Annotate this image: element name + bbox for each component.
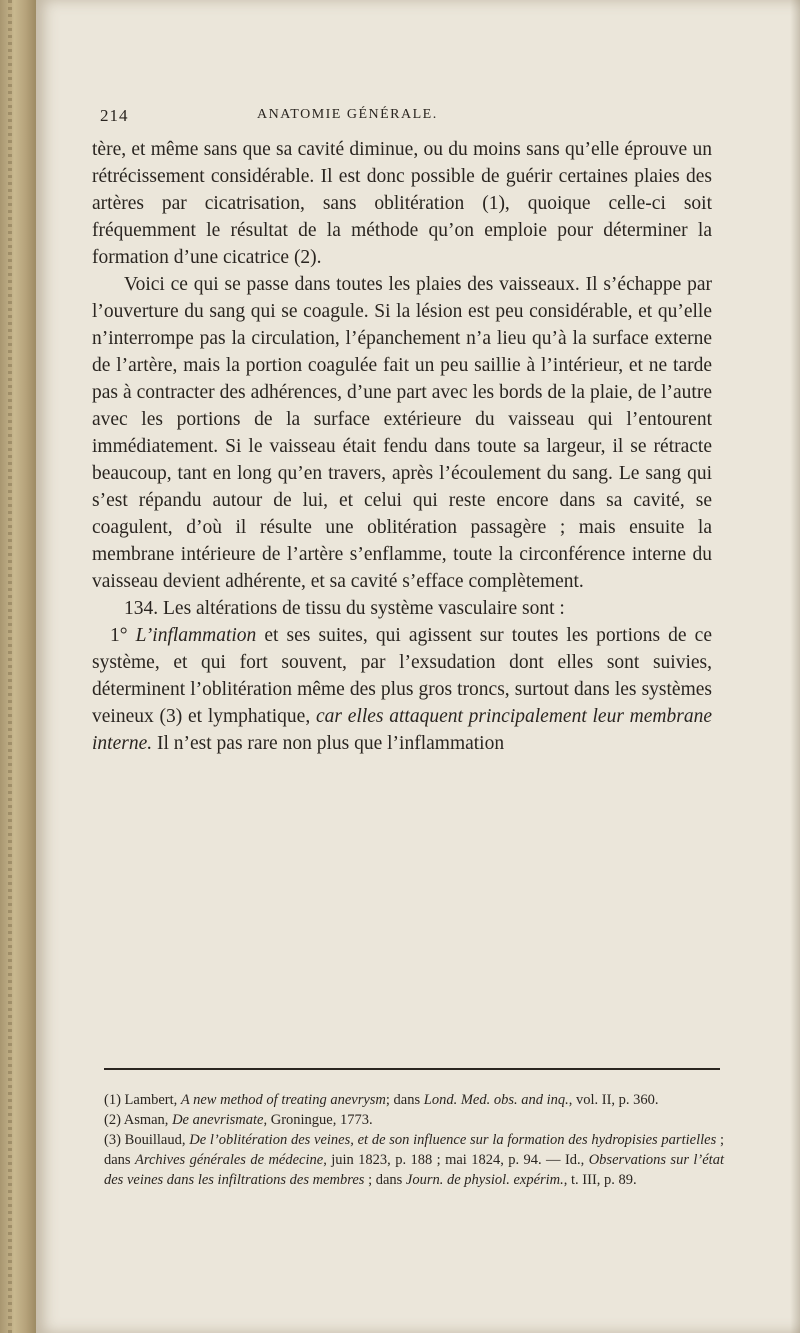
p4-middle: et ses suites, qui agissent sur toutes les portions de ce système, et qui fort souvent, par l’exsudation dont elles sont suivies, déterminent l’oblitération même des plus gros troncs, surtout dans les systèmes veineux (3) et lymphatique, <box>92 625 712 727</box>
main-text <box>92 136 712 757</box>
fn2-author: (2) Asman, <box>104 1112 173 1128</box>
page-number: 214 <box>100 106 129 125</box>
paragraph-4 <box>92 622 712 757</box>
fn1-ref: , vol. II, p. 360. <box>568 1092 659 1108</box>
fn3-journal1: Archives générales de médecine <box>134 1152 324 1168</box>
running-head: ANATOMIE GÉNÉRALE. <box>257 107 438 122</box>
footnote-3 <box>104 1130 724 1190</box>
fn2-ref: , Groningue, 1773. <box>263 1112 373 1128</box>
fn1-author: (1) Lambert, <box>104 1092 181 1108</box>
p4-italic-inflammation: L’inflammation <box>135 625 257 646</box>
fn3-title: De l’oblitération des veines, et de son influence sur la formation des hydropisies partielles <box>189 1132 717 1148</box>
fn3-ref2: , t. III, p. 89. <box>563 1172 637 1188</box>
fn3-author: (3) Bouillaud, <box>104 1132 190 1148</box>
fn3-title2: Observations sur l’état des veines dans les infiltrations des membres <box>104 1152 724 1188</box>
paragraph-2: Voici ce qui se passe dans toutes les plaies des vaisseaux. Il s’échappe par l’ouverture du sang qui se coagule. Si la lésion est peu considérable, et qu’elle n’interrompe pas la circulation, l’épanchement n’a lieu qu’à la surface externe de l’artère, mais la portion coagulée fait un peu saillie à l’intérieur, et ne tarde pas à contracter des adhérences, d’une part avec les bords de la plaie, de l’autre avec les portions de la surface extérieure du vaisseau qui l’entourent immédiatement. Si le vaisseau était fendu dans toute sa largeur, il se rétracte beaucoup, tant en long qu’en travers, après l’écoulement du sang. Le sang qui s’est répandu autour de lui, et celui qui reste encore dans sa cavité, se coagulent, d’où il résulte une oblitération passagère ; mais ensuite la membrane intérieure de l’artère s’enflamme, toute la circonférence interne du vaisseau devient adhérente, et sa cavité s’efface complètement. <box>92 274 712 592</box>
paragraph-3-section-134: 134. Les altérations de tissu du système vasculaire sont : <box>124 598 565 619</box>
page-edge-shadow <box>790 0 800 1333</box>
footnote-1 <box>104 1090 724 1110</box>
fn2-title: De anevrismate <box>172 1112 264 1128</box>
book-spine-gutter <box>0 0 36 1333</box>
fn1-title: A new method of treating anevrysm <box>180 1092 386 1108</box>
p4-italic-membrane: car elles attaquent principalement leur membrane interne. <box>92 706 712 754</box>
fn1-journal: Lond. Med. obs. and inq. <box>423 1092 569 1108</box>
fn1-sep: ; dans <box>385 1092 424 1108</box>
p4-start: 1° <box>110 625 136 646</box>
p4-end: Il n’est pas rare non plus que l’inflammation <box>152 733 505 754</box>
footnote-2 <box>104 1110 724 1130</box>
fn3-ref1: , juin 1823, p. 188 ; mai 1824, p. 94. — Id., <box>323 1152 589 1168</box>
page-header <box>100 106 700 130</box>
fn3-sep2: ; dans <box>364 1172 406 1188</box>
fn3-sep1: ; dans <box>104 1132 724 1168</box>
footnotes <box>104 1090 724 1190</box>
footnote-separator <box>104 1068 720 1070</box>
fn3-journal2: Journ. de physiol. expérim. <box>405 1172 564 1188</box>
paragraph-1: tère, et même sans que sa cavité diminue, ou du moins sans qu’elle éprouve un rétrécissement considérable. Il est donc possible de guérir certaines plaies des artères par cicatrisation, sans oblitération (1), quoique celle-ci soit fréquemment le résultat de la méthode qu’on emploie pour déterminer la formation d’une cicatrice (2). <box>92 139 712 268</box>
